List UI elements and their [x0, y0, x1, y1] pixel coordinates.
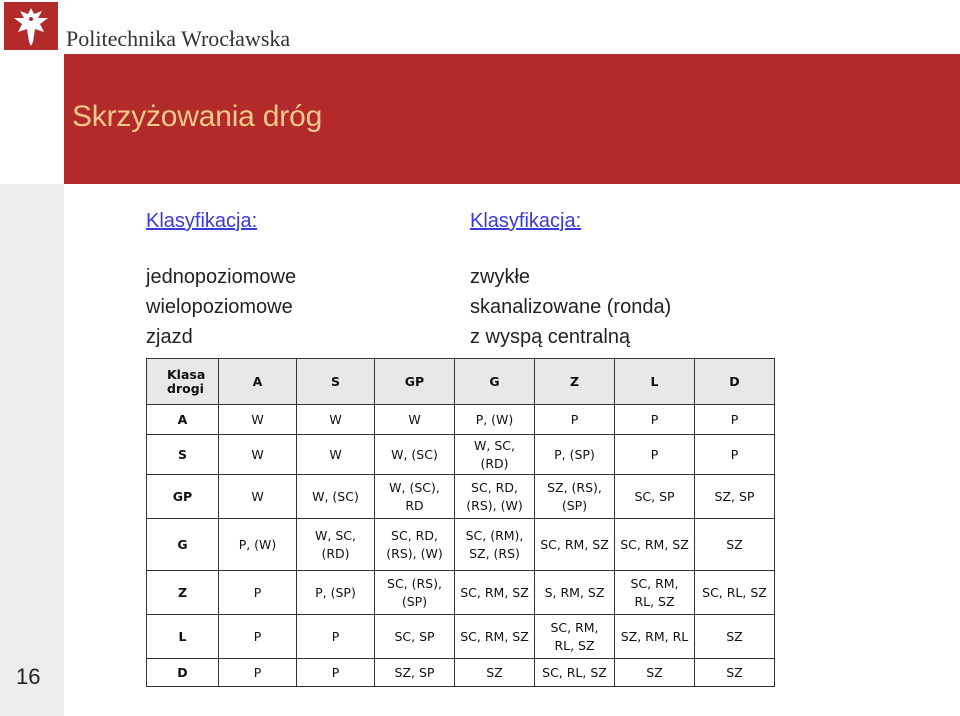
table-cell — [455, 659, 535, 687]
university-logo — [4, 2, 58, 50]
left-sidebar — [0, 184, 64, 716]
cell-line: SZ — [646, 664, 663, 680]
right-classification-item: skanalizowane (ronda) — [470, 296, 672, 318]
table-cell — [455, 475, 535, 519]
table-cell — [375, 435, 455, 475]
top-bar — [0, 0, 960, 52]
left-classification-item: jednopoziomowe — [146, 266, 297, 288]
cell-line: RL, SZ — [554, 637, 595, 653]
cell-line: W, (SC) — [391, 446, 438, 462]
row-header: A — [147, 405, 219, 435]
table-cell — [297, 435, 375, 475]
row-header: GP — [147, 475, 219, 519]
table-cell — [219, 519, 297, 571]
table-cell — [219, 475, 297, 519]
cell-line: (RD) — [321, 545, 350, 561]
table-cell — [297, 659, 375, 687]
column-header: S — [297, 359, 375, 405]
table-cell — [455, 519, 535, 571]
cell-line: SZ, (RS), — [547, 479, 602, 495]
table-row — [147, 659, 775, 687]
cell-line: P, (SP) — [315, 584, 356, 600]
cell-line: P, (SP) — [554, 446, 595, 462]
cell-line: P — [331, 628, 340, 644]
cell-line: W, SC, — [315, 527, 356, 543]
column-header: G — [455, 359, 535, 405]
cell-line: P — [650, 446, 659, 462]
cell-line: SC, SP — [634, 488, 675, 504]
cell-line: P — [730, 446, 739, 462]
table-cell — [219, 405, 297, 435]
table-cell — [297, 475, 375, 519]
cell-line: P, (W) — [238, 536, 277, 552]
cell-line: SC, RM, SZ — [460, 584, 529, 600]
table-cell — [535, 435, 615, 475]
corner-label-line: drogi — [167, 380, 204, 396]
table-cell — [375, 615, 455, 659]
table-cell — [695, 475, 775, 519]
cell-line: RL, SZ — [634, 593, 675, 609]
column-header: A — [219, 359, 297, 405]
cell-line: SC, RM, SZ — [460, 628, 529, 644]
table-cell — [535, 475, 615, 519]
slide-title: Skrzyżowania dróg — [72, 100, 323, 133]
table-cell — [535, 519, 615, 571]
table-cell — [695, 435, 775, 475]
eagle-crest-icon — [4, 2, 58, 50]
cell-line: P — [570, 411, 579, 427]
table-cell — [375, 571, 455, 615]
cell-line: P — [331, 664, 340, 680]
cell-line: W — [251, 446, 264, 462]
cell-line: P — [253, 584, 262, 600]
table-cell — [297, 571, 375, 615]
table-cell — [695, 659, 775, 687]
cell-line: P — [650, 411, 659, 427]
table-cell — [375, 519, 455, 571]
table-corner-cell — [147, 359, 219, 405]
cell-line: (SP) — [401, 593, 428, 609]
cell-line: W — [329, 411, 342, 427]
cell-line: SC, RM, — [550, 619, 599, 635]
table-cell — [219, 571, 297, 615]
left-classification-heading: Klasyfikacja: — [146, 210, 258, 232]
table-cell — [219, 435, 297, 475]
table-cell — [615, 405, 695, 435]
table-cell — [219, 615, 297, 659]
cell-line: W — [251, 488, 264, 504]
cell-line: (RS), (W) — [466, 497, 523, 513]
cell-line: P, (W) — [475, 411, 514, 427]
table-cell — [219, 659, 297, 687]
table-row — [147, 519, 775, 571]
row-header: D — [147, 659, 219, 687]
cell-line: SC, SP — [394, 628, 435, 644]
cell-line: SZ — [726, 536, 743, 552]
cell-line: SC, RD, — [471, 479, 518, 495]
cell-line: (RS), (W) — [386, 545, 443, 561]
right-classification-item: z wyspą centralną — [470, 326, 631, 348]
cell-line: SZ, SP — [394, 664, 435, 680]
university-name: Politechnika Wrocławska — [66, 26, 291, 51]
slide-number: 16 — [16, 664, 41, 689]
cell-line: W, (SC) — [312, 488, 359, 504]
table-cell — [695, 571, 775, 615]
right-classification — [470, 206, 671, 352]
title-band — [64, 54, 960, 184]
cell-line: SZ, RM, RL — [620, 628, 689, 644]
cell-line: W — [408, 411, 421, 427]
cell-line: SZ — [486, 664, 503, 680]
left-classification-item: wielopoziomowe — [146, 296, 293, 318]
right-classification-heading: Klasyfikacja: — [470, 210, 582, 232]
cell-line: SC, RL, SZ — [542, 664, 607, 680]
table-cell — [535, 405, 615, 435]
cell-line: SC, RL, SZ — [702, 584, 767, 600]
row-header: Z — [147, 571, 219, 615]
table-cell — [535, 571, 615, 615]
right-classification-item: zwykłe — [470, 266, 531, 288]
row-header: G — [147, 519, 219, 571]
cell-line: SC, RM, — [630, 575, 679, 591]
table-cell — [297, 615, 375, 659]
table-cell — [695, 615, 775, 659]
table-row — [147, 405, 775, 435]
left-classification-item: zjazd — [146, 326, 193, 348]
table-cell — [615, 571, 695, 615]
table-cell — [455, 405, 535, 435]
cell-line: W, SC, — [474, 437, 515, 453]
column-header: GP — [375, 359, 455, 405]
cell-line: W — [251, 411, 264, 427]
table-cell — [615, 615, 695, 659]
table-cell — [615, 519, 695, 571]
column-header: Z — [535, 359, 615, 405]
cell-line: SC, RD, — [391, 527, 438, 543]
cell-line: SZ, SP — [714, 488, 755, 504]
column-header: L — [615, 359, 695, 405]
table-cell — [455, 435, 535, 475]
cell-line: SZ, (RS) — [469, 545, 520, 561]
cell-line: W, (SC), — [389, 479, 440, 495]
table-cell — [455, 571, 535, 615]
table-row — [147, 435, 775, 475]
column-header: D — [695, 359, 775, 405]
table-cell — [455, 615, 535, 659]
cell-line: SC, (RM), — [465, 527, 524, 543]
table-cell — [615, 659, 695, 687]
cell-line: P — [253, 628, 262, 644]
cell-line: (SP) — [561, 497, 588, 513]
cell-line: P — [730, 411, 739, 427]
table-cell — [615, 435, 695, 475]
table-row — [147, 571, 775, 615]
corner-label-line: Klasa — [167, 366, 206, 382]
cell-line: SZ — [726, 628, 743, 644]
left-classification — [146, 206, 296, 352]
table-cell — [297, 519, 375, 571]
table-cell — [535, 659, 615, 687]
table-cell — [615, 475, 695, 519]
cell-line: W — [329, 446, 342, 462]
row-header: L — [147, 615, 219, 659]
table-cell — [375, 475, 455, 519]
table-row — [147, 475, 775, 519]
cell-line: P — [253, 664, 262, 680]
cell-line: SC, (RS), — [387, 575, 442, 591]
cell-line: SZ — [726, 664, 743, 680]
table-row — [147, 615, 775, 659]
table-cell — [375, 659, 455, 687]
cell-line: RD — [405, 497, 424, 513]
table-cell — [535, 615, 615, 659]
cell-line: S, RM, SZ — [544, 584, 605, 600]
table-header-row — [147, 359, 775, 405]
table-cell — [297, 405, 375, 435]
table-cell — [695, 405, 775, 435]
table-cell — [695, 519, 775, 571]
cell-line: SC, RM, SZ — [540, 536, 609, 552]
road-class-table — [146, 358, 775, 687]
cell-line: (RD) — [480, 455, 509, 471]
table-cell — [375, 405, 455, 435]
row-header: S — [147, 435, 219, 475]
cell-line: SC, RM, SZ — [620, 536, 689, 552]
